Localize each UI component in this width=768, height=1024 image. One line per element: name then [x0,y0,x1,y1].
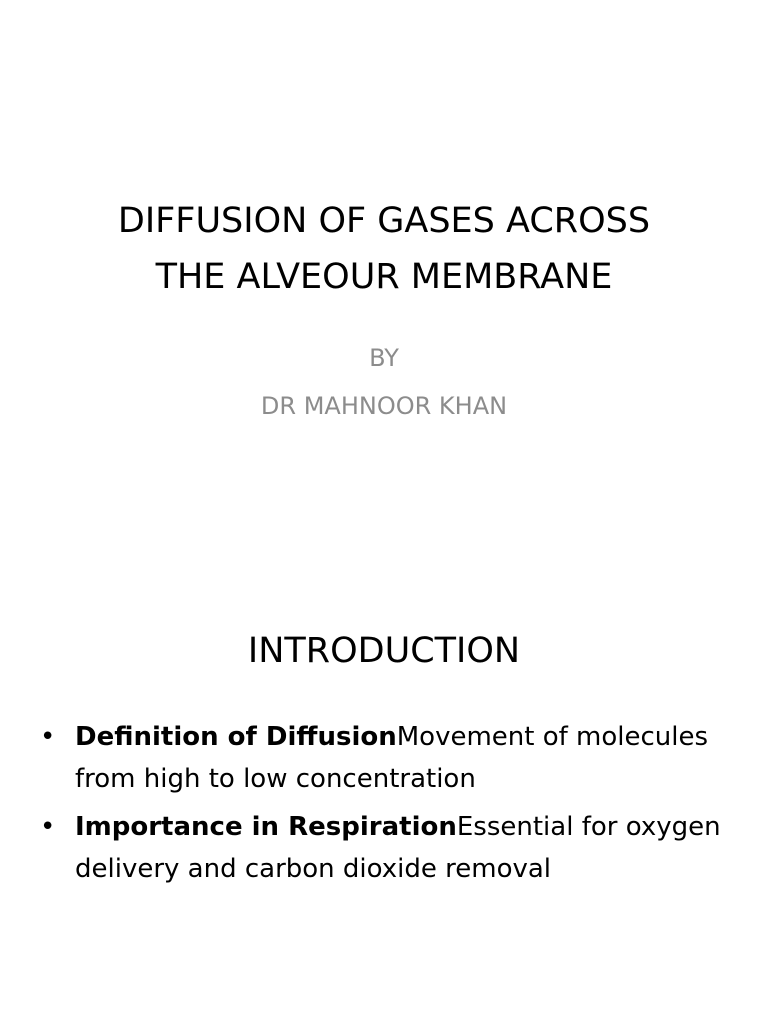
bullet-icon: • [40,812,56,842]
bullet-term: Definition of Diffusion [75,722,397,752]
bullet-list [40,716,730,896]
slide-title [0,193,768,305]
bullet-term: Importance in Respiration [75,812,457,842]
bullet-text: Essential for oxygen delivery and carbon dioxide removal [75,812,721,884]
bullet-item-respiration [40,806,730,890]
slide-subtitle [0,334,768,430]
slide-title-line-2: THE ALVEOUR MEMBRANE [155,257,613,297]
introduction-title: INTRODUCTION [247,631,521,671]
bullet-item-diffusion [40,716,730,800]
slide-title-line-1: DIFFUSION OF GASES ACROSS [117,201,651,241]
bullet-text: Movement of molecules from high to low concentration [75,722,709,794]
subtitle-by: BY [369,344,399,372]
introduction-slide [0,512,768,1024]
bullet-icon: • [40,722,56,752]
subtitle-author: DR MAHNOOR KHAN [260,392,508,420]
